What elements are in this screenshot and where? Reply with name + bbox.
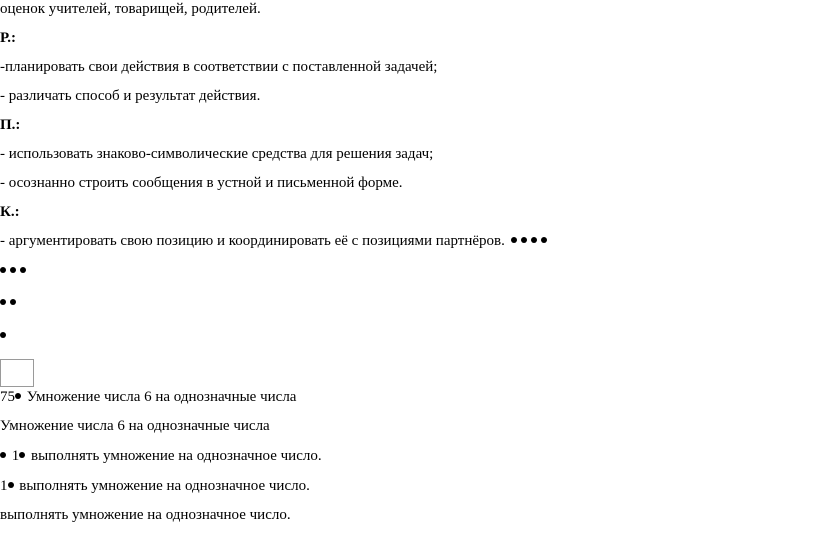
bullet-dot-icon: [541, 237, 547, 243]
lesson-number: 75: [0, 389, 15, 405]
heading-communicative: К.:: [0, 204, 20, 220]
text-line-distinguish: - различать способ и результат действия.: [0, 88, 261, 104]
text-line-lesson-title: Умножение числа 6 на однозначные числа: [0, 418, 270, 434]
goal-number: 1: [0, 478, 8, 494]
heading-cognitive: П.:: [0, 117, 21, 133]
text-line-grades: оценок учителей, товарищей, родителей.: [0, 1, 261, 17]
empty-box: [0, 359, 34, 387]
bullet-dot-icon: [10, 267, 16, 273]
goal-number: 1: [11, 448, 20, 464]
text-line-goal-2: [0, 477, 310, 495]
text-line-goal-1: [0, 447, 322, 465]
bullet-dot-icon: [0, 332, 6, 338]
bullet-dot-icon: [15, 393, 21, 399]
text-line-symbolic: - использовать знаково-символические средства для решения задач;: [0, 146, 434, 162]
bullet-dot-icon: [19, 452, 25, 458]
goal-text: выполнять умножение на однозначное число.: [31, 448, 322, 464]
bullet-dot-icon: [521, 237, 527, 243]
bullet-dot-icon: [20, 267, 26, 273]
bullet-dot-icon: [0, 452, 6, 458]
bullet-dot-icon: [531, 237, 537, 243]
text-line-plan: -планировать свои действия в соответствии с поставленной задачей;: [0, 59, 438, 75]
text-line-argue: [0, 232, 549, 250]
text-line-lesson-number: [0, 388, 296, 406]
bullet-dot-icon: [0, 267, 6, 273]
goal-text: выполнять умножение на однозначное число.: [19, 478, 310, 494]
bullet-dot-icon: [8, 482, 14, 488]
lesson-title: Умножение числа 6 на однозначные числа: [26, 389, 297, 405]
bullet-dot-icon: [10, 299, 16, 305]
bullet-row-one: [0, 327, 8, 345]
text-argue: - аргументировать свою позицию и координировать её с позициями партнёров.: [0, 233, 505, 249]
text-line-goal-3: выполнять умножение на однозначное число.: [0, 507, 291, 523]
bullet-row-two: [0, 294, 18, 312]
bullet-dot-icon: [0, 299, 6, 305]
text-line-messages: - осознанно строить сообщения в устной и письменной форме.: [0, 175, 403, 191]
heading-regulative: Р.:: [0, 30, 17, 46]
bullet-dot-icon: [511, 237, 517, 243]
bullet-row-three: [0, 262, 28, 280]
